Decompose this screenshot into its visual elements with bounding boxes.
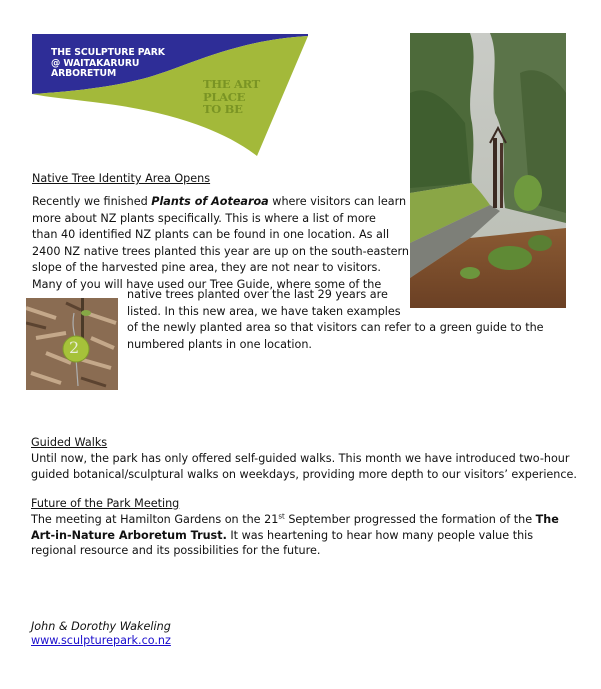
logo-line: THE SCULPTURE PARK: [51, 47, 165, 58]
trust-name: Art-in-Nature Arboretum Trust.: [31, 528, 227, 542]
paragraph-line: 2400 NZ native trees planted this year are up on the south-eastern: [32, 244, 409, 258]
plant-tag-number: 2: [69, 338, 80, 357]
signature-name: John & Dorothy Wakeling: [31, 620, 171, 633]
future-meeting-paragraph: [31, 512, 559, 559]
logo-title: [51, 48, 165, 80]
section-heading-future-meeting: Future of the Park Meeting: [31, 497, 180, 510]
paragraph-line: guided botanical/sculptural walks on weekdays, providing more depth to our visitors’ experience.: [31, 467, 577, 481]
plant-tag-photo: [26, 298, 118, 390]
tagline-line: PLACE: [203, 89, 246, 104]
plants-of-aotearoa-title: Plants of Aotearoa: [151, 195, 269, 208]
native-tree-paragraph: [32, 194, 409, 293]
paragraph-line: regional resource and its possibilities for the future.: [31, 544, 321, 557]
paragraph-line: [31, 512, 559, 528]
website-link[interactable]: www.sculpturepark.co.nz: [31, 634, 171, 647]
logo-line: @ WAITAKARURU: [51, 57, 140, 69]
text: The meeting at Hamilton Gardens on the 21: [31, 513, 279, 526]
native-tree-paragraph-continued: [127, 287, 544, 353]
logo-line: ARBORETUM: [51, 68, 117, 79]
paragraph-line: listed. In this new area, we have taken examples: [127, 304, 401, 318]
trust-name: The: [535, 513, 559, 526]
sculpture-park-logo: [32, 34, 308, 158]
paragraph-line: than 40 identified NZ plants can be found in one location. As all: [32, 228, 390, 241]
paragraph-line: of the newly planted area so that visitors can refer to a green guide to the: [127, 321, 544, 334]
tree-path-photo: [410, 33, 566, 308]
section-heading-native-tree: Native Tree Identity Area Opens: [32, 172, 211, 185]
logo-tagline: [203, 78, 260, 116]
ordinal-suffix: st: [278, 512, 285, 521]
paragraph-line: [32, 194, 409, 211]
guided-walks-paragraph: [31, 451, 577, 482]
paragraph-line: more about NZ plants specifically. This is where a list of more: [32, 211, 376, 225]
text: where visitors can learn: [268, 195, 407, 208]
tagline-line: THE ART: [203, 77, 260, 91]
paragraph-line: Until now, the park has only offered self-guided walks. This month we have introduced two-hour: [31, 452, 570, 465]
signature-block: [31, 620, 171, 648]
paragraph-line: [31, 528, 559, 544]
text: Recently we finished: [32, 195, 152, 208]
section-heading-guided-walks: Guided Walks: [31, 436, 108, 449]
text: It was heartening to hear how many people value this: [226, 528, 534, 542]
tagline-line: TO BE: [203, 102, 243, 116]
paragraph-line: Many of you will have used our Tree Guide, where some of the: [32, 277, 382, 291]
text: September progressed the formation of the: [284, 513, 536, 526]
paragraph-line: slope of the harvested pine area, they are not near to visitors.: [32, 261, 381, 274]
paragraph-line: native trees planted over the last 29 years are: [127, 288, 388, 301]
paragraph-line: numbered plants in one location.: [127, 337, 312, 351]
